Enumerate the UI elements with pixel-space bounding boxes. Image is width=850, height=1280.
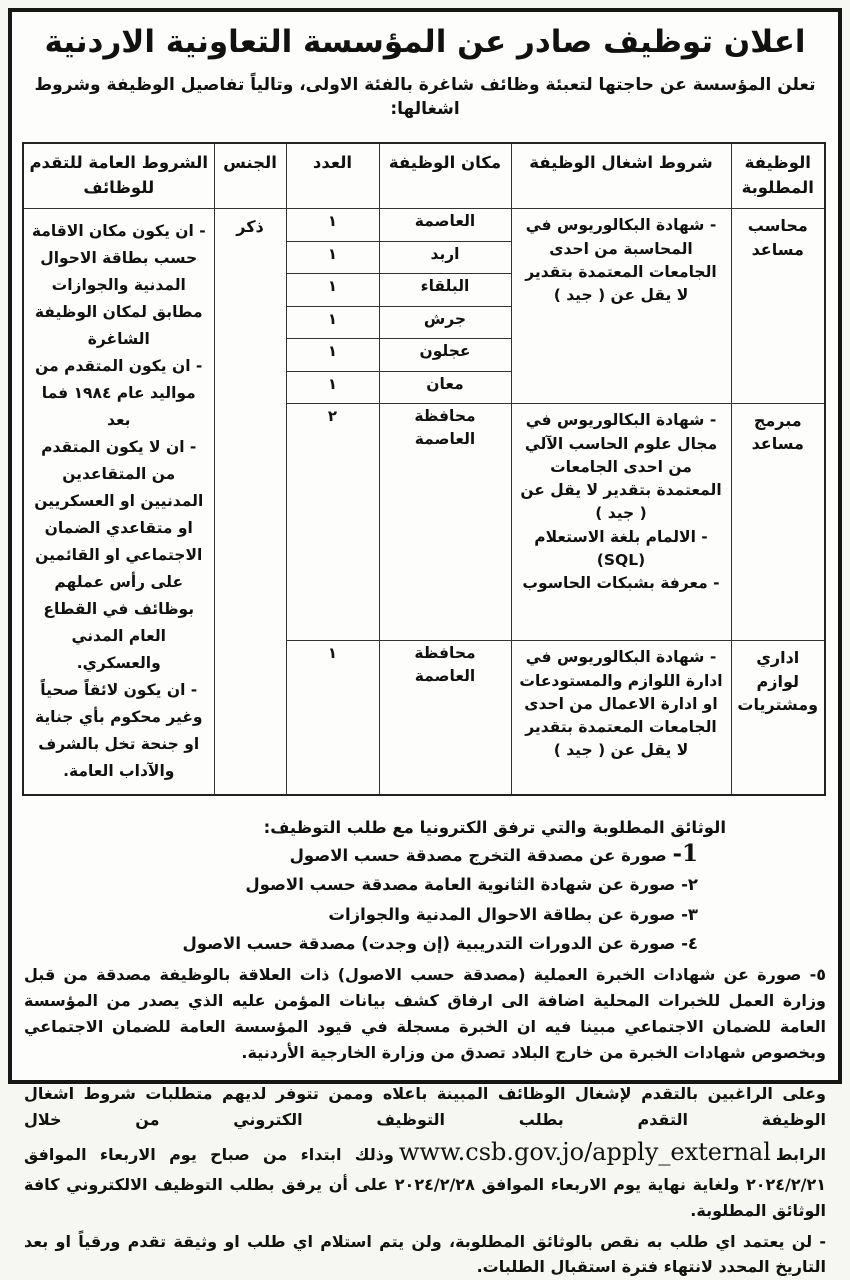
location-cell: محافظة العاصمة [379,404,511,641]
count-cell: ١ [286,339,379,371]
jobs-table [22,142,826,796]
requirement-line: - الالمام بلغة الاستعلام (SQL) [534,527,708,569]
job-title-cell: مبرمج مساعد [731,404,825,641]
location-cell: جرش [379,306,511,338]
general-condition-item: - ان يكون مكان الاقامة حسب بطاقة الاحوال المدنية والجوازات مطابق لمكان الوظيفة الشاغرة [31,222,206,349]
general-condition-item: - ان يكون المتقدم من مواليد عام ١٩٨٤ فما بعد [35,357,203,430]
requirements-cell [511,209,731,404]
document-item [24,930,698,958]
general-condition-item: - ان لا يكون المتقدم من المتقاعدين المدنيين او العسكريين او متقاعدي الضمان الاجتماعي او القائمين على رأس عملهم بوظائف في القطاع العام المدني والعسكري. [34,438,204,672]
requirements-cell [511,404,731,641]
general-condition-item: - ان يكون لائقاً صحياً وغير محكوم بأي جناية او جنحة تخل بالشرف والآداب العامة. [34,680,203,780]
column-header-gender: الجنس [214,143,286,209]
requirement-line: - شهادة البكالوريوس في المحاسبة من احدى الجامعات المعتمدة بتقدير لا يقل عن ( جيد ) [525,216,717,305]
experience-docs-paragraph: ٥- صورة عن شهادات الخبرة العملية (مصدقة حسب الاصول) ذات العلاقة بالوظيفة مصدقة من قبل وزارة العمل للخبرات المحلية اضافة الى ارفاق كشف بيانات المؤمن عليه الذي يصدر من المؤسسة العامة للضمان الاجتماعي مبينا فيه ان الخبرة مسجلة في قيود المؤسسة العامة للضمان الاجتماعي وبخصوص شهادات الخبرة من خارج البلاد تصدق من وزارة الخارجية الأردنية. [24,965,826,1063]
requirement-line: - شهادة البكالوريوس في ادارة اللوازم والمستودعات او ادارة الاعمال من احدى الجامعات المعتمدة بتقدير لا يقل عن ( جيد ) [519,648,723,760]
requirement-line: - شهادة البكالوريوس في مجال علوم الحاسب الآلي من احدى الجامعات المعتمدة بتقدير لا يقل عن ( جيد ) [520,411,722,523]
count-cell: ١ [286,306,379,338]
job-title-cell: محاسب مساعد [731,209,825,404]
document-item-text: صورة عن بطاقة الاحوال المدنية والجوازات [328,904,676,924]
document-item-number: 1- [672,839,698,867]
count-cell: ٢ [286,404,379,641]
requirement-line: - معرفة بشبكات الحاسوب [522,574,720,593]
count-cell: ١ [286,209,379,241]
document-item [24,901,698,929]
document-item-number: ٣- [681,904,698,924]
location-cell: البلقاء [379,274,511,306]
job-title-cell: اداري لوازم ومشتريات [731,641,825,795]
location-cell: اربد [379,241,511,273]
count-cell: ١ [286,641,379,795]
page-subtitle: تعلن المؤسسة عن حاجتها لتعبئة وظائف شاغرة بالفئة الاولى، وتالياً تفاصيل الوظيفة وشروط اشغالها: [34,75,816,120]
location-cell: عجلون [379,339,511,371]
table-header-row [23,143,825,209]
application-text-after-url: وذلك ابتداء من صباح يوم الاربعاء الموافق ٢٠٢٤/٢/٢١ ولغاية نهاية يوم الاربعاء الموافق ٢٠٢٤/٢/٢٨ على أن يرفق بطلب التوظيف الالكتروني كافة الوثائق المطلوبة. [24,1144,826,1220]
announcement-frame [8,8,842,1277]
location-cell: محافظة العاصمة [379,641,511,795]
column-header-location: مكان الوظيفة [379,143,511,209]
application-note: - لن يعتمد اي طلب به نقص بالوثائق المطلوبة، ولن يتم استلام اي طلب او وثيقة تقدم ورقياً او بعد التاريخ المحدد لانتهاء فترة استقبال الطلبات. [24,1231,826,1277]
document-item [24,871,698,899]
application-url: www.csb.gov.jo/apply_external [398,1137,771,1166]
location-cell: معان [379,371,511,403]
application-text-before-url: وعلى الراغبين بالتقدم لإشغال الوظائف المبينة باعلاه وممن تتوفر لديهم متطلبات شروط اشغال الوظيفة التقدم بطلب التوظيف الكتروني من خلال الرابط [24,1084,826,1164]
document-item-number: ٢- [681,875,698,895]
documents-section [24,814,826,959]
document-item-text: صورة عن شهادة الثانوية العامة مصدقة حسب الاصول [245,875,676,895]
document-item-number: ٤- [681,934,698,954]
document-item [24,839,698,870]
gender-cell: ذكر [214,209,286,795]
column-header-job: الوظيفة المطلوبة [731,143,825,209]
documents-heading: الوثائق المطلوبة والتي ترفق الكترونيا مع طلب التوظيف: [263,817,726,837]
column-header-general-conditions: الشروط العامة للتقدم للوظائف [23,143,214,209]
count-cell: ١ [286,274,379,306]
count-cell: ١ [286,241,379,273]
count-cell: ١ [286,371,379,403]
location-cell: العاصمة [379,209,511,241]
page-title: اعلان توظيف صادر عن المؤسسة التعاونية الاردنية [44,24,806,60]
document-item-text: صورة عن الدورات التدريبية (إن وجدت) مصدقة حسب الاصول [182,934,676,954]
requirements-cell [511,641,731,795]
application-paragraph [24,1081,826,1224]
column-header-requirements: شروط اشغال الوظيفة [511,143,731,209]
column-header-count: العدد [286,143,379,209]
table-row [23,209,825,241]
document-item-text: صورة عن مصدقة التخرج مصدقة حسب الاصول [289,845,667,865]
general-conditions-cell [23,209,214,795]
